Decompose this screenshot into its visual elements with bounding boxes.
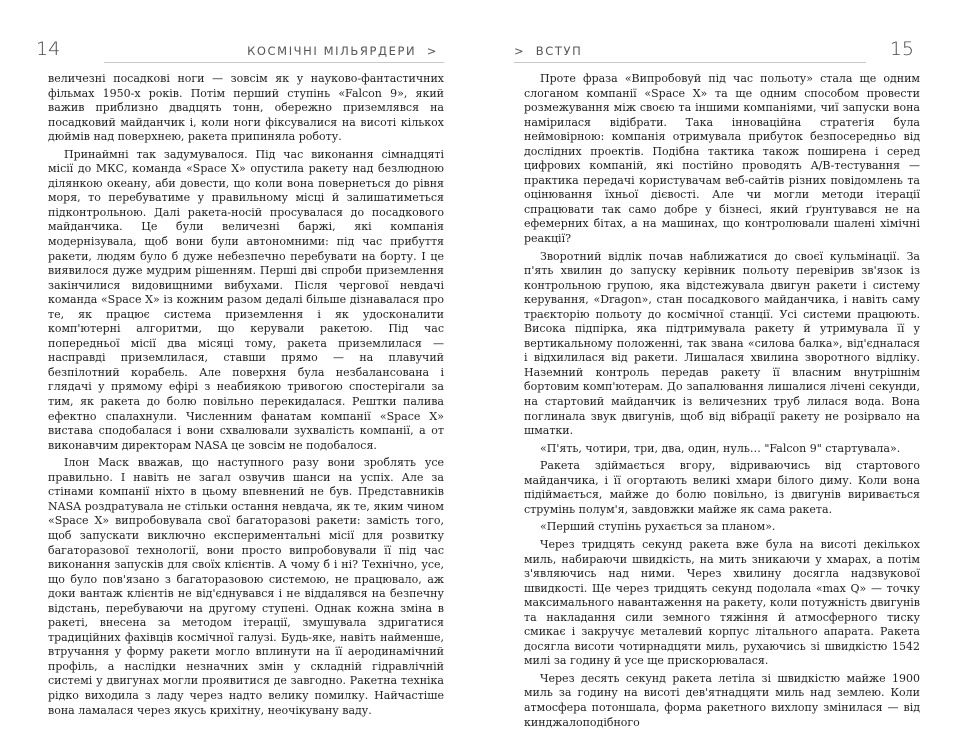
- left-page-number: 14: [36, 38, 61, 60]
- left-paragraph-2: Принаймні так задумувалося. Під час виконання сімнадцяті місії до МКС, команда «Space X» опустила ракету над безлюдною ділянкою океану, аби довести, що коли вона повернеться до рівня моря, то перебуватиме у правильному місці й залишатиметься підконтрольною. Далі ракета-носій просувалася до посадкового майданчика. Це були величезні баржі, які компанія модернізувала, щоб вони були автономними: під час прибуття ракети, людям було б дуже небезпечно перебувати на борту. І це виявилося дуже мудрим рішенням. Перші дві спроби приземлення закінчилися видовищними вибухами. Після чергової невдачі команда «Space X» із кожним разом дедалі більше дізнавалася про те, як працює система приземлення і як удосконалити комп'ютерні алгоритми, що керували ракетою. Під час попередньої місії два місяці тому, ракета приземлилася — насправді приземлилася, ставши прямо — на плавучий безпілотний корабель. Але поверхня була незбалансована і глядачі у прямому ефірі з неабиякою тривогою спостерігали за тим, як ракета до болю повільно перекидалася. Рештки палива ефектно спалахнули. Численним фанатам компанії «Space X» вистава сподобалася і вони схвалювали зухвалість компанії, а от виконавчим директорам NASA це зовсім не подобалося.: [48, 147, 444, 452]
- chevron-right-icon: >: [426, 44, 438, 58]
- right-paragraph-3: «П'ять, чотири, три, два, один, нуль… "Falcon 9" стартувала».: [540, 441, 901, 455]
- right-running-head: [514, 44, 582, 58]
- right-paragraph-2: Зворотний відлік почав наближатися до своєї кульмінації. За п'ять хвилин до запуску керівник польоту перевірив зв'язок із контрольною групою, яка відстежувала двигун ракети і систему керування, «Dragon», стан посадкового майданчика, і навіть саму траєкторію польоту до космічної станції. Усі системи працюють. Висока підпірка, яка підтримувала ракету й утримувала її у вертикальному положенні, так звана «силова балка», від'єдналася і відхилилася від ракети. Лишалася хвилина зворотного відліку. Наземний контроль передав ракету її власним внутрішнім бортовим комп'ютерам. До запалювання лишалися лічені секунди, на стартовий майданчик із величезних труб лилася вода. Вона поглинала звук двигунів, щоб від вібрації ракету не розірвало на шматки.: [524, 249, 920, 438]
- right-paragraph-6: Через тридцять секунд ракета вже була на висоті декількох миль, набираючи швидкість, на мить зникаючи у хмарах, а потім з'являючись над ними. Через хвилину досягла надзвукової швидкості. Ще через тридцять секунд подолала «max Q» — точку максимального навантаження на ракету, коли потужність двигунів та накладання сили земного тяжіння й атмосферного тиску смикає і закручує металевий корпус літального апарата. Ракета досягла висоти чотирнадцяти миль, рухаючись зі швидкістю 1542 милі за годину й усе ще прискорювалася.: [524, 537, 920, 668]
- left-paragraph-3: Ілон Маск вважав, що наступного разу вони зроблять усе правильно. І навіть не загал озвучив шанси на успіх. Але за стінами компанії ніхто в цьому впевнений не був. Представників NASA роздратувала не стільки остання невдача, як те, яким чином «Space X» випробовувала свої багаторазові ракети: замість того, щоб запускати виключно експериментальні місії для розвитку багаторазової технології, вони просто випробовували її під час виконання запусків для своїх клієнтів. А чому б і ні? Технічно, усе, що було пов'язано з багаторазовою системою, не працювало, аж доки вантаж клієнтів не від'єднувався і не віддалявся на безпечну відстань, перебуваючи на другому ступені. Однак кожна зміна в ракеті, внесена за методом ітерації, змушувала здригатися традиційних фахівців космічної галузі. Будь-яке, навіть найменше, втручання у форму ракети могло вплинути на її аеродинамічний профіль, а наслідки незначних змін у складній гідравлічній системі у двигунах могли проявитися де завгодно. Ракетна техніка рідко виходила з ладу через надто велику помилку. Найчастіше вона ламалася через якусь крихітну, неочікувану ваду.: [48, 456, 444, 717]
- left-running-head: [247, 44, 438, 58]
- right-paragraph-5: «Перший ступінь рухається за планом».: [540, 520, 776, 534]
- right-header-rule: [514, 62, 866, 63]
- right-paragraph-7: Через десять секунд ракета летіла зі швидкістю майже 1900 миль за годину на висоті дев'ятнадцяти миль над землею. Коли атмосфера потоншала, форма ракетного вихлопу змінилася — від кинджалоподібного: [524, 671, 920, 729]
- right-page-number: 15: [889, 38, 914, 60]
- right-paragraph-4: Ракета здіймається вгору, відриваючись від стартового майданчика, і її огортають великі хмари білого диму. Коли вона підіймається, майже до болю повільно, із двигунів виривається струмінь полум'я, завдовжки майже як сама ракета.: [524, 459, 920, 516]
- right-page-body: [524, 72, 920, 730]
- left-running-head-text: КОСМІЧНІ МІЛЬЯРДЕРИ: [247, 44, 417, 58]
- left-page-body: [48, 72, 444, 718]
- right-paragraph-1: Проте фраза «Випробовуй під час польоту» стала ще одним слоганом компанії «Space X» та ще одним способом провести розмежування між своєю та іншими компаніями, чиї запуски вона намірилася відібрати. Така інноваційна стратегія була неймовірною: компанія отримувала прибуток безпосередньо від дослідних проектів. Подібна тактика також поширена і серед цифрових компаній, які постійно проводять A/B-тестування — практика передачі користувачам веб-сайтів різних повідомлень та оцінювання їхньої дієвості. Але чи могли методи ітерації спрацювати так само добре у бізнесі, який ґрунтувався не на ефемерних бітах, а на машинах, що контролювали шалені хімічні реакції?: [524, 72, 920, 246]
- right-running-head-text: ВСТУП: [535, 44, 583, 58]
- left-paragraph-1: величезні посадкові ноги — зовсім як у науково-фантастичних фільмах 1950-х років. Потім перший ступінь «Falcon 9», який важив приблизно двадцять тонн, обережно приземлявся на посадковий майданчик і, коли ноги фіксувалися на висоті кількох дюймів над поверхнею, ракета припиняла роботу.: [48, 72, 444, 144]
- chevron-right-icon: >: [514, 44, 526, 58]
- left-header-rule: [104, 62, 444, 63]
